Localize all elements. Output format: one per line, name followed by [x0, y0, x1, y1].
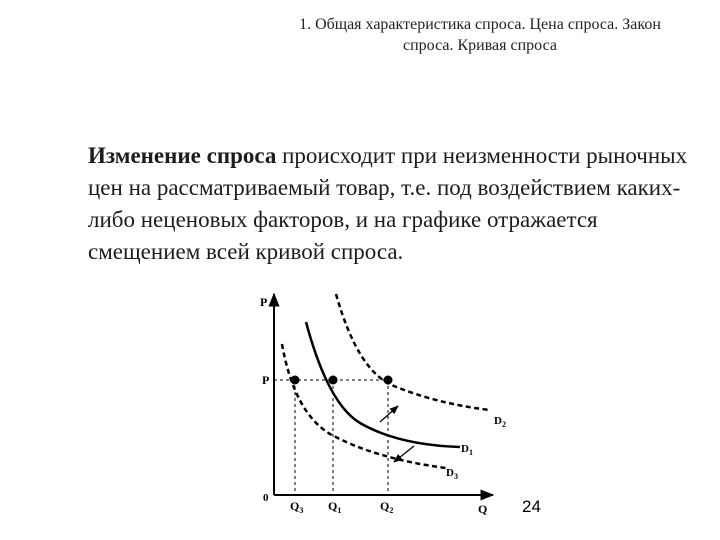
- y-axis-label: P: [260, 295, 268, 309]
- body-text: происходит при неизменности рыночных цен на рассматриваемый товар, т.е. под воздействием каких-либо неценовых факторов, и на графике отражается смещением всей кривой спроса.: [88, 143, 688, 264]
- shift-arrow-right: [380, 406, 398, 422]
- point-q2: [384, 376, 393, 385]
- slide-title-line-2: спроса. Кривая спроса: [403, 37, 557, 54]
- body-paragraph: [88, 140, 698, 268]
- demand-shift-graph: [248, 282, 528, 522]
- demand-curve-d3: [282, 344, 446, 468]
- d1-label: $D_1$: [461, 443, 473, 457]
- slide-title-line-1: 1. Общая характеристика спроса. Цена спроса. Закон: [299, 16, 661, 33]
- q3-label: $Q_3$: [290, 499, 304, 515]
- point-q1: [329, 376, 338, 385]
- point-q3: [291, 376, 300, 385]
- shift-arrow-left: [394, 446, 414, 462]
- term-bold: Изменение спроса: [88, 143, 277, 168]
- page-number: 24: [522, 497, 541, 516]
- price-label: P: [262, 373, 270, 387]
- q2-label: $Q_2$: [380, 499, 394, 515]
- slide-title: [250, 14, 710, 56]
- demand-curve-d1: [306, 322, 460, 447]
- d3-label: $D_3$: [446, 467, 458, 481]
- origin-label: 0: [263, 492, 269, 504]
- demand-curve-d2: [336, 294, 490, 410]
- d2-label: $D_2$: [494, 415, 506, 429]
- x-axis-label: Q: [478, 502, 488, 516]
- q1-label: $Q_1$: [328, 499, 342, 515]
